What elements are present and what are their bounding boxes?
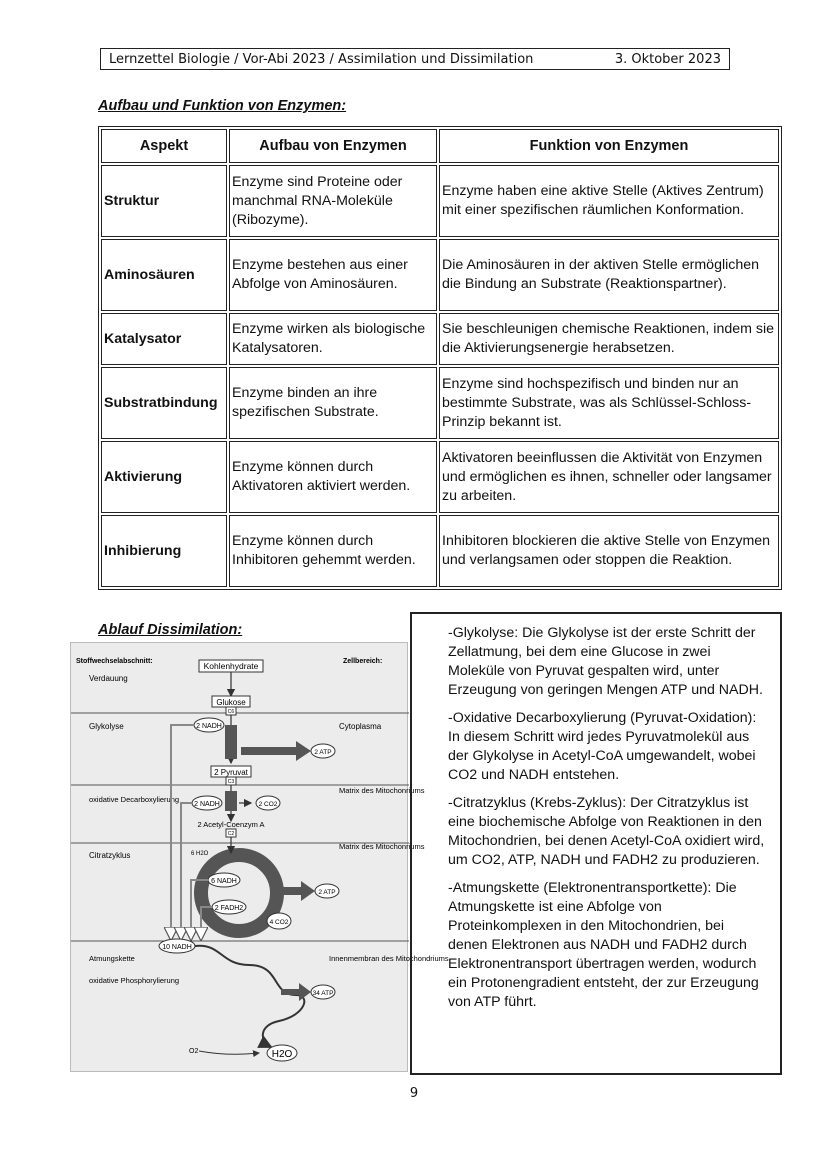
funktion-cell: Enzyme sind hochspezifisch und binden nur an bestimmte Substrate, was als Schlüssel-Schloss-Prinzip bekannt ist.: [439, 367, 779, 439]
table-row: [101, 441, 779, 513]
aspekt-cell: Katalysator: [101, 313, 227, 365]
table-row: [101, 515, 779, 587]
aspekt-cell: Inhibierung: [101, 515, 227, 587]
funktion-cell: Die Aminosäuren in der aktiven Stelle ermöglichen die Bindung an Substrate (Reaktionspartner).: [439, 239, 779, 311]
funktion-cell: Inhibitoren blockieren die aktive Stelle von Enzymen und verlangsamen oder stoppen die Reaktion.: [439, 515, 779, 587]
atp2b-label: 2 ATP: [318, 889, 336, 896]
stage-label: oxidative Phosphorylierung: [89, 976, 180, 985]
enzymes-table: [98, 126, 782, 590]
table-row: [101, 165, 779, 237]
paragraph-atmungskette: -Atmungskette (Elektronentransportkette): Die Atmungskette ist eine Abfolge von Proteinkomplexen in den Mitochondrien, bei denen Elektronen aus NADH und FADH2 durch Elektronentransport übertragen werden, wodurch ein Protonengradient entsteht, der zur Erzeugung von ATP führt.: [448, 880, 759, 1010]
aspekt-cell: Aminosäuren: [101, 239, 227, 311]
col-left-header: Stoffwechselabschnitt:: [76, 658, 153, 665]
aspekt-cell: Struktur: [101, 165, 227, 237]
pyruvat-label: 2 Pyruvat: [214, 768, 248, 777]
c3-label: C3: [227, 779, 235, 785]
funktion-cell: Sie beschleunigen chemische Reaktionen, indem sie die Aktivierungsenergie herabsetzen.: [439, 313, 779, 365]
c2-label: C2: [227, 831, 235, 837]
kohlenhydrate-label: Kohlenhydrate: [203, 661, 259, 671]
fadh2-label: 2 FADH2: [214, 905, 244, 912]
compartment-label: Matrix des Mitochonriums: [339, 786, 425, 795]
co2-2-label: 2 CO2: [258, 801, 278, 808]
stage-label: Atmungskette: [89, 954, 135, 963]
aufbau-cell: Enzyme bestehen aus einer Abfolge von Aminosäuren.: [229, 239, 437, 311]
paragraph-decarboxylierung: -Oxidative Decarboxylierung (Pyruvat-Oxidation): In diesem Schritt wird jedes Pyruvatmolekül aus der Glykolyse in Acetyl-CoA umgewandelt, wobei CO2 und NADH entstehen.: [448, 710, 757, 783]
column-header: Aufbau von Enzymen: [229, 129, 437, 163]
h2o6-label: 6 H2O: [191, 851, 209, 857]
glycolysis-thick-arrow: [225, 725, 237, 759]
compartment-label: Cytoplasma: [339, 722, 382, 731]
column-header: Funktion von Enzymen: [439, 129, 779, 163]
nadh2-label: 2 NADH: [196, 723, 222, 730]
c6-label: C6: [227, 709, 235, 715]
nadh6-label: 6 NADH: [211, 878, 237, 885]
paragraph-citratzyklus: -Citratzyklus (Krebs-Zyklus): Der Citratzyklus ist eine biochemische Abfolge von Reaktionen in den Mitochondrien, bei denen Acetyl-CoA oxidiert wird, um CO2, ATP, NADH und FADH2 zu produzieren.: [448, 795, 765, 868]
compartment-label: Innenmembran des Mitochondriums: [329, 954, 449, 963]
metabolism-diagram-svg: [71, 643, 449, 1073]
aufbau-cell: Enzyme können durch Aktivatoren aktiviert werden.: [229, 441, 437, 513]
header-date: 3. Oktober 2023: [614, 51, 721, 67]
dissimilation-diagram: [70, 642, 449, 1072]
decarbox-thick-arrow: [225, 791, 237, 811]
aspekt-cell: Aktivierung: [101, 441, 227, 513]
aufbau-cell: Enzyme binden an ihre spezifischen Substrate.: [229, 367, 437, 439]
stage-label: Verdauung: [89, 674, 128, 683]
electron-transport-path: [195, 946, 304, 1047]
aspekt-cell: Substratbindung: [101, 367, 227, 439]
table-row: [101, 239, 779, 311]
dissimilation-text-box: [410, 612, 782, 1075]
compartment-label: Matrix des Mitochonriums: [339, 842, 425, 851]
page-number: 9: [409, 1086, 419, 1101]
stage-label: oxidative Decarboxylierung: [89, 795, 180, 804]
header-title: Lernzettel Biologie / Vor-Abi 2023 / Assimilation und Dissimilation: [109, 51, 534, 67]
page-header: [100, 48, 730, 70]
dissimilation-heading: Ablauf Dissimilation:: [98, 622, 243, 638]
stage-label: Glykolyse: [89, 722, 124, 731]
aufbau-cell: Enzyme sind Proteine oder manchmal RNA-Moleküle (Ribozyme).: [229, 165, 437, 237]
nadh10-label: 10 NADH: [162, 944, 192, 951]
table-header-row: [101, 129, 779, 163]
citrate-cycle-ring: [201, 855, 277, 931]
o2-label: O2: [189, 1048, 199, 1055]
funktion-cell: Enzyme haben eine aktive Stelle (Aktives Zentrum) mit einer spezifischen räumlichen Konformation.: [439, 165, 779, 237]
aufbau-cell: Enzyme wirken als biologische Katalysatoren.: [229, 313, 437, 365]
acetyl-label: 2 Acetyl-Coenzym A: [197, 820, 265, 829]
table-row: [101, 313, 779, 365]
atp2-label: 2 ATP: [314, 749, 332, 756]
aufbau-cell: Enzyme können durch Inhibitoren gehemmt werden.: [229, 515, 437, 587]
enzymes-heading: Aufbau und Funktion von Enzymen:: [98, 98, 347, 114]
paragraph-glykolyse: -Glykolyse: Die Glykolyse ist der erste Schritt der Zellatmung, bei dem eine Glucose in zwei Moleküle von Pyruvat gespalten wird, unter Erzeugung von geringen Mengen ATP und NADH.: [448, 625, 763, 698]
stage-label: Citratzyklus: [89, 851, 131, 860]
col-right-header: Zellbereich:: [343, 658, 383, 665]
atp34-label: 34 ATP: [312, 990, 334, 997]
glukose-label: Glukose: [216, 698, 246, 707]
table-row: [101, 367, 779, 439]
h2o-label: H2O: [271, 1049, 293, 1060]
co2-4-label: 4 CO2: [269, 919, 289, 926]
column-header: Aspekt: [101, 129, 227, 163]
nadh2b-label: 2 NADH: [194, 801, 220, 808]
funktion-cell: Aktivatoren beeinflussen die Aktivität von Enzymen und ermöglichen es ihnen, schneller oder langsamer zu arbeiten.: [439, 441, 779, 513]
